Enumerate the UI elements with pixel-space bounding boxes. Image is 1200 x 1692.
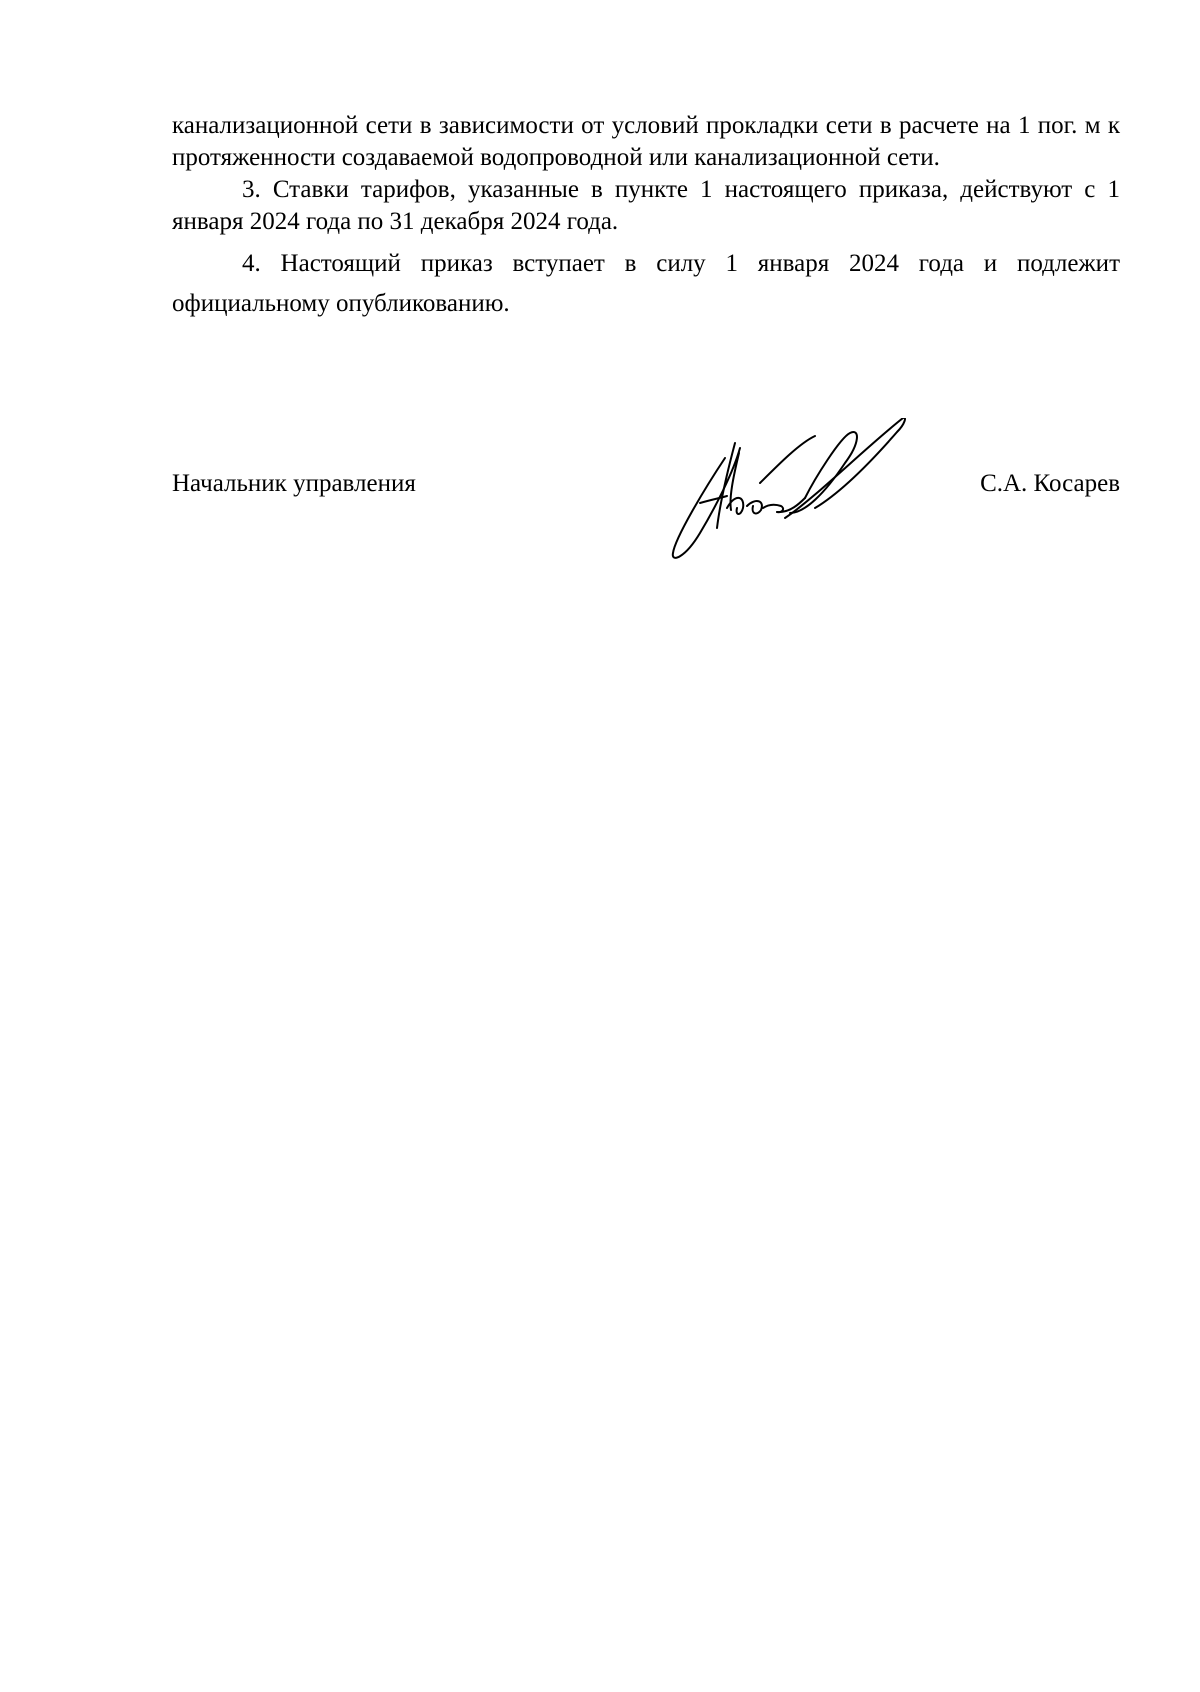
position-title: Начальник управления [172,470,416,497]
paragraph-continuation: канализационной сети в зависимости от условий прокладки сети в расчете на 1 пог. м к протяженности создаваемой водопроводной или канализационной сети. [172,112,1120,171]
handwritten-signature-icon [665,418,930,568]
paragraph-4: 4. Настоящий приказ вступает в силу 1 января 2024 года и подлежит официальному опубликованию. [172,250,1120,317]
signature-block [172,470,1120,510]
signer-name: С.А. Косарев [980,470,1120,497]
document-body [172,110,1120,324]
paragraph-3: 3. Ставки тарифов, указанные в пункте 1 настоящего приказа, действуют с 1 января 2024 года по 31 декабря 2024 года. [172,176,1120,235]
